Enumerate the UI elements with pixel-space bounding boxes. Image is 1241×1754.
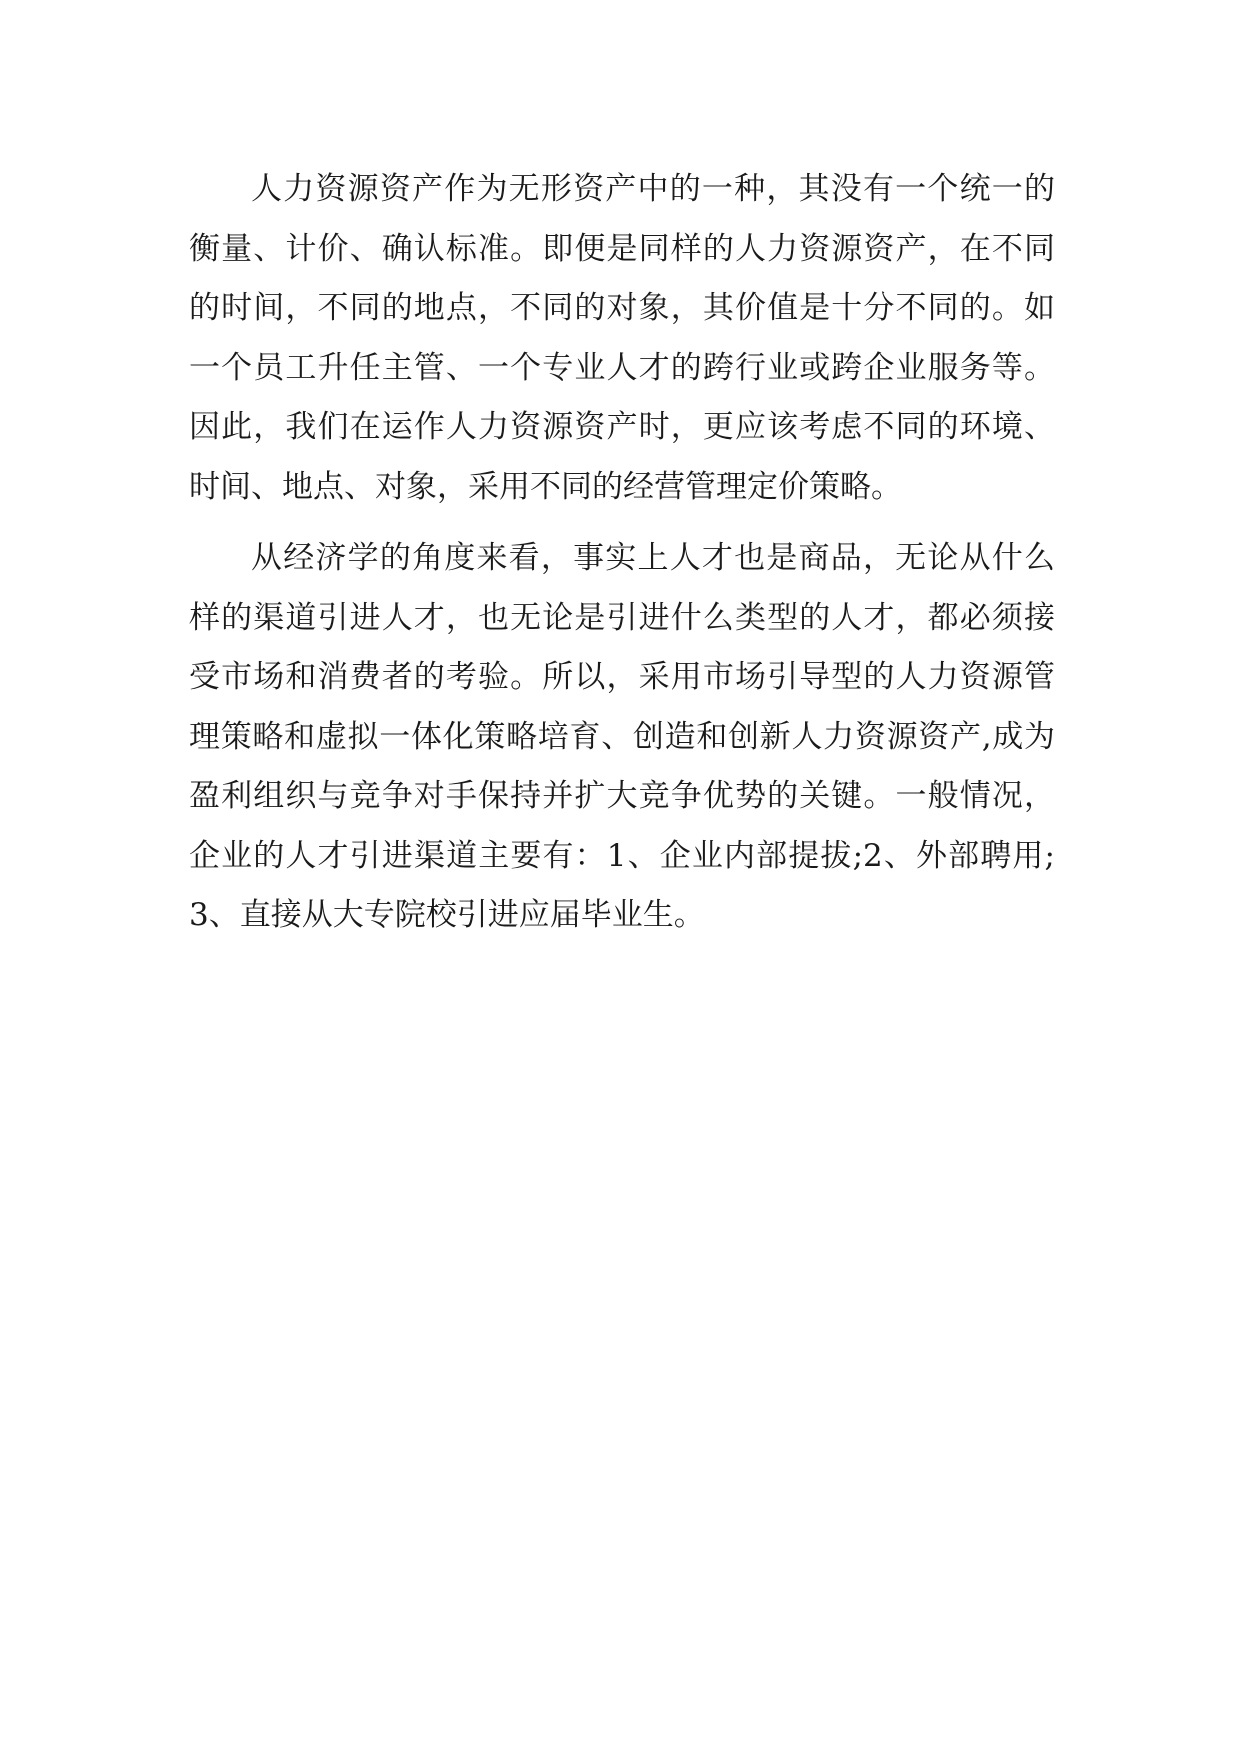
paragraph-1: 人力资源资产作为无形资产中的一种，其没有一个统一的衡量、计价、确认标准。即便是同样的人力资源资产，在不同的时间，不同的地点，不同的对象，其价值是十分不同的。如一个员工升任主管、一个专业人才的跨行业或跨企业服务等。因此，我们在运作人力资源资产时，更应该考虑不同的环境、时间、地点、对象，采用不同的经营管理定价策略。 [189, 171, 1055, 505]
paragraph-2: 从经济学的角度来看，事实上人才也是商品，无论从什么样的渠道引进人才，也无论是引进什么类型的人才，都必须接受市场和消费者的考验。所以，采用市场引导型的人力资源管理策略和虚拟一体化策略培育、创造和创新人力资源资产,成为盈利组织与竞争对手保持并扩大竞争优势的关键。一般情况，企业的人才引进渠道主要有：1、企业内部提拔;2、外部聘用;3、直接从大专院校引进应届毕业生。 [189, 540, 1055, 933]
document-body [189, 160, 1055, 958]
